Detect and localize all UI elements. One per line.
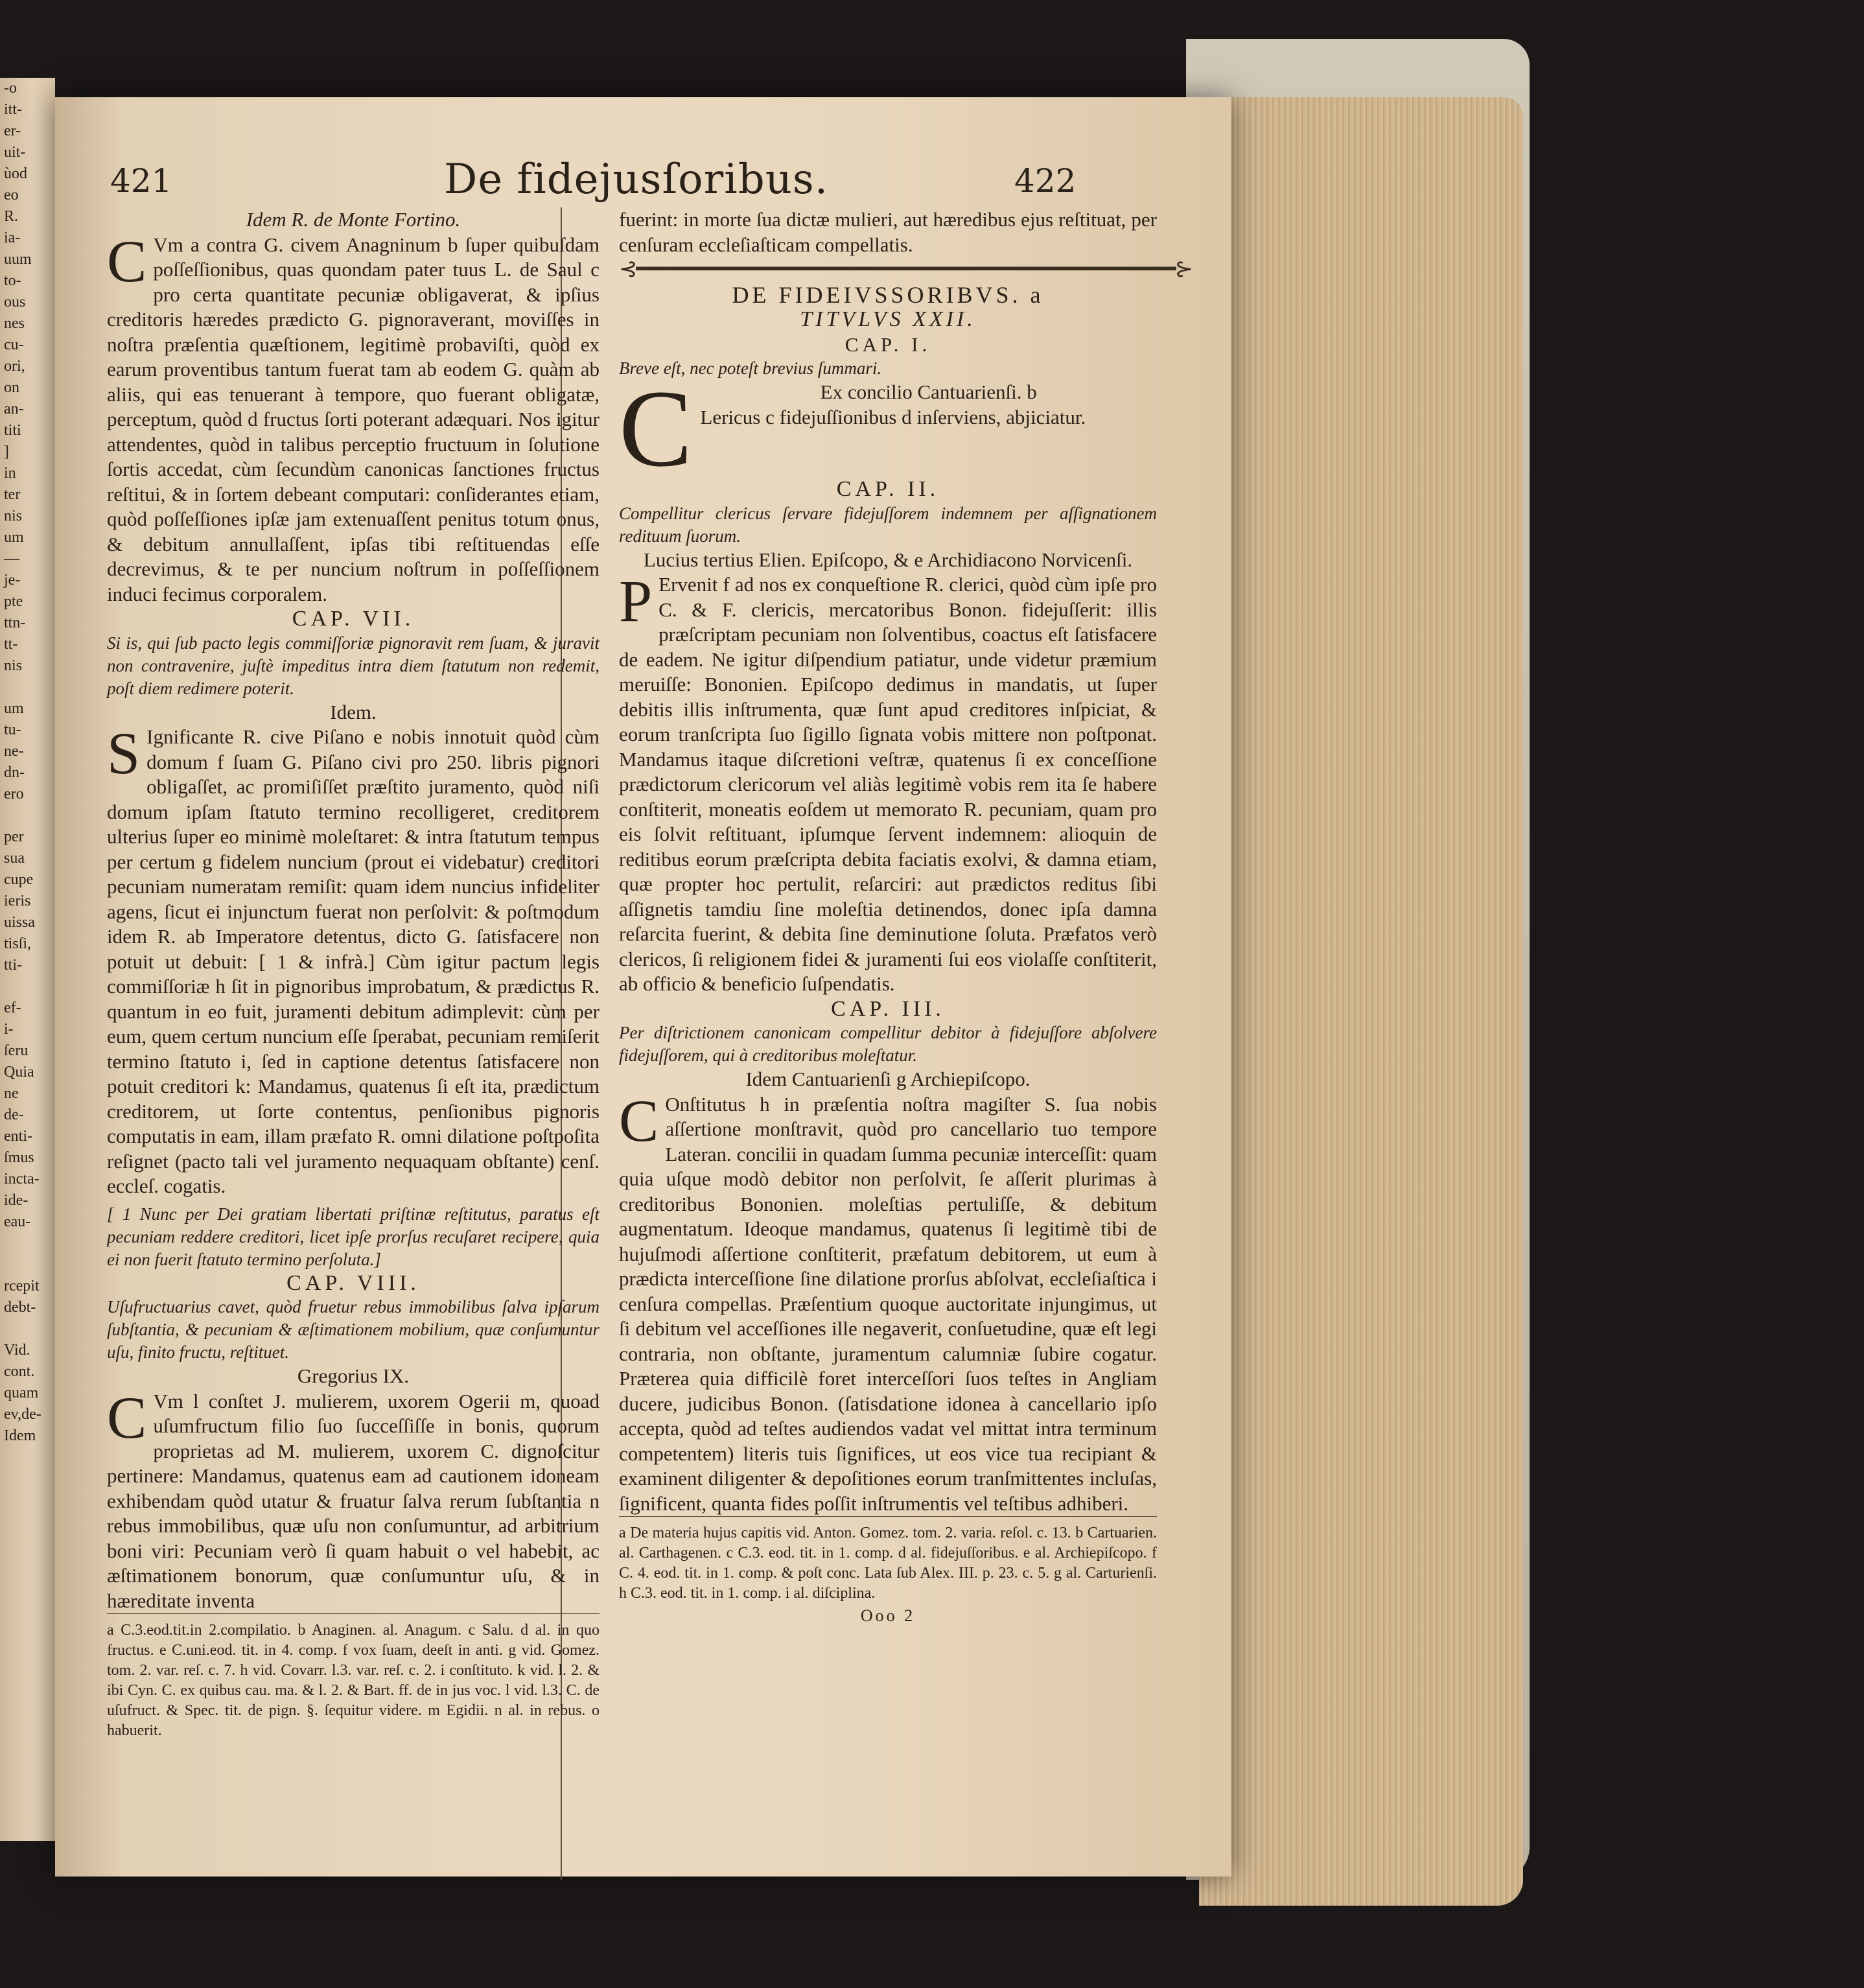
chapter-heading: CAP. II. xyxy=(836,477,940,501)
fragment-line: ſeru xyxy=(4,1042,29,1059)
fragment-line: sua xyxy=(4,850,25,867)
fragment-line: cont. xyxy=(4,1363,35,1380)
fragment-line: ieris xyxy=(4,893,31,909)
fragment-line: per xyxy=(4,828,24,845)
chapter-summary: Uſufructuarius cavet, quòd fruetur rebus immobilibus ſalva ipſarum ſubſtantia, & pecuniam & æſtimationem mobilium, quæ conſumuntur uſu, finito fructu, reſtituet. xyxy=(107,1297,600,1362)
fragment-line: ori, xyxy=(4,358,25,375)
fragment-line: Vid. xyxy=(4,1342,30,1359)
right-column xyxy=(619,207,1193,1629)
fragment-line: ùod xyxy=(4,165,27,182)
fragment-line: ev,de- xyxy=(4,1406,41,1423)
drop-cap: S xyxy=(107,720,141,786)
fragment-line: ne xyxy=(4,1085,19,1102)
fragment-line: nes xyxy=(4,315,25,332)
fragment-line: ef- xyxy=(4,1000,21,1016)
chapter-summary: Breve eſt, nec poteſt brevius ſummari. xyxy=(619,358,882,378)
fragment-line: in xyxy=(4,465,16,482)
fragment-line: tisſi, xyxy=(4,935,32,952)
fragment-line: ttn- xyxy=(4,614,26,631)
rubric: Idem R. de Monte Fortino. xyxy=(246,208,461,231)
chapter-heading: CAP. III. xyxy=(831,996,945,1021)
fragment-line: nis xyxy=(4,657,23,674)
fragment-line xyxy=(0,1254,55,1276)
running-title: De fidejusſoribus. xyxy=(444,156,829,204)
fragment-line: ſmus xyxy=(4,1149,34,1166)
fragment-line: um xyxy=(4,529,24,546)
chapter-heading: CAP. VII. xyxy=(292,607,415,631)
fragment-line: nis xyxy=(4,508,23,524)
rubric: Idem Cantuarienſi g Archiepiſcopo. xyxy=(745,1068,1031,1090)
fragment-line: on xyxy=(4,379,19,396)
fragment-line: uum xyxy=(4,251,32,268)
rubric: Lucius tertius Elien. Epiſcopo, & e Archidiacono Norvicenſi. xyxy=(643,548,1133,571)
fragment-line xyxy=(0,976,55,998)
fragment-line: tu- xyxy=(4,721,21,738)
drop-cap: C xyxy=(107,228,147,294)
rubric: Gregorius IX. xyxy=(297,1364,410,1387)
fragment-line: de- xyxy=(4,1106,24,1123)
fragment-line: i- xyxy=(4,1021,14,1038)
page-fore-edge xyxy=(1199,97,1523,1906)
fragment-line: pte xyxy=(4,593,23,610)
right-page-number: 422 xyxy=(1014,162,1077,200)
fragment-line: -o xyxy=(4,80,17,97)
fragment-line: ter xyxy=(4,486,21,503)
fragment-line xyxy=(0,1318,55,1340)
paragraph: P Ervenit f ad nos ex conqueſtione R. clerici, quòd cùm ipſe pro C. & F. clericis, mercatoribus Bonon. fidejuſſerit: illis præſcriptam pecuniam non ſolventibus, coactus eſt ſatisfacere de eadem. Ne igitur diſpendium patiatur, unde videtur præmium meruiſſe: Bononien. Epiſcopo dedimus in mandatis, ut ſuper debitis illis inſtrumenta, quæ ſunt apud creditores inſpiciat, & eorum tranſcripta ſuo ſigillo ſignata vobis mittere non poſtponat. Mandamus itaque diſcretioni veſtræ, quatenus ſi ex conceſſione prædictorum clericorum vel aliàs legitimè vobis rem ita ſe habere conſtiterit, moneatis eoſdem ut memorato R. pecuniam, quam pro eis ſolvit reſtituant, ipſumque ſervent indemnem: alioquin de reditibus eorum præſcripta debita faciatis exolvi, & damna etiam, quæ propter hoc pertulit, reſarciri: aut prædictos reditus ſibi aſſignetis tamdiu ſine moleſtia detinendos, donec ipſa damna reſarcita fuerint, & debita ſine deminutione ſoluta. Præfatos verò clericos, ſi religionem fidei & juramenti ſui eos violaſſe conſtiterit, ab officio & beneficio ſuſpendatis. xyxy=(619,568,1157,995)
footnotes: a De materia hujus capitis vid. Anton. Gomez. tom. 2. varia. reſol. c. 13. b Cartuarien. al. Carthagenen. c C.3. eod. tit. in 1. comp. d al. fidejuſſoribus. e al. Archiepiſcopo. f C. 4. eod. tit. in 1. comp. & poſt conc. Lata ſub Alex. III. p. 23. c. 5. g al. Carturienſi. h C.3. eod. tit. in 1. comp. i al. diſciplina. xyxy=(619,1516,1157,1604)
paragraph: C Vm a contra G. civem Anagninum b ſuper quibuſdam poſſeſſionibus, quas quondam pater tuus L. de Saul c pro certa quantitate pecuniæ obligaverat, & ipſius creditoris hæredes prædicto G. pignoraverant, moviſſes in noſtra præſentia quæſtionem, legitimè probaviſti, quòd ex earum proventibus tantum fuerat tam ab eodem G. quàm ab aliis, qui eas tenuerant à tempore, quo fuerant obligatæ, perceptum, quòd d fructus ſorti poterant adæquari. Nos igitur attendentes, quòd in talibus perceptio fructuum in ſolutione ſortis accedat, cùm ſecundùm canonicas ſanctiones fructus reſtitui, & in ſortem debeant computari: conſiderantes etiam, quòd poſſeſſiones ipſæ jam extenuaſſent penitus totum onus, & debitum annullaſſent, ipſas tibi reſtituendas eſſe decrevimus, & te per nuncium noſtrum in poſſeſſionem induci fecimus corporalem. xyxy=(107,228,600,605)
drop-cap: C xyxy=(619,1087,659,1154)
fragment-line: to- xyxy=(4,272,21,289)
paragraph: C Ex concilio Cantuarienſi. b Lericus c fidejuſſionibus d inſerviens, abjiciatur. xyxy=(619,380,1157,477)
title-number: TITVLVS XXII. xyxy=(800,307,976,331)
fragment-line: debt- xyxy=(4,1299,36,1316)
fragment-line: ero xyxy=(4,786,24,802)
page-header xyxy=(55,156,1231,214)
drop-cap: P xyxy=(619,568,653,634)
fragment-line xyxy=(0,805,55,826)
fragment-line: tt- xyxy=(4,636,18,653)
signature-mark: Ooo 2 xyxy=(860,1606,916,1625)
fragment-line: — xyxy=(4,550,19,567)
paragraph: C Vm l conſtet J. mulierem, uxorem Ogerii m, quoad uſumfructum filio ſuo ſucceſſiſſe in bonis, quorum proprietas ad M. mulierem, uxorem C. dignoſcitur pertinere: Mandamus, quatenus eam ad cautionem idoneam exhibendam quòd utatur & fruatur ſalva rerum ſubſtantia n rebus immobilibus, quæ uſu non conſumuntur, ad arbitrium boni viri: Pecuniam verò ſi quam habuit o vel habebit, ac æſtimationem bonorum, quæ conſumuntur uſu, & in hæreditate inventa xyxy=(107,1384,600,1612)
fragment-line: uit- xyxy=(4,144,26,161)
fragment-line: ous xyxy=(4,294,26,310)
fragment-line: ] xyxy=(4,443,9,460)
fragment-line: R. xyxy=(4,208,19,225)
left-column xyxy=(107,207,600,1741)
title-heading: DE FIDEIVSSORIBVS. a xyxy=(732,281,1044,308)
chapter-heading: CAP. I. xyxy=(845,333,931,356)
fragment-line: Quia xyxy=(4,1064,34,1081)
chapter-summary: Compellitur clericus ſervare fidejuſſorem indemnem per aſſignationem redituum ſuorum. xyxy=(619,503,1157,546)
left-page-fragment xyxy=(0,78,55,1841)
chapter-summary: Si is, qui ſub pacto legis commiſſoriæ pignoravit rem ſuam, & juravit non contravenire, juſtè impeditus intra diem ſtatutum non redemit, poſt diem redimere poterit. xyxy=(107,633,600,698)
paragraph: C Onſtitutus h in præſentia noſtra magiſter S. ſua nobis aſſertione monſtravit, quòd pro cancellario tuo tempore Lateran. concilii in quadam ſumma pecuniæ interceſſit: quam quia uſque modò debitor non perſolvit, ſe aſſerit plurimas à creditoribus Bononien. moleſtias pertuliſſe, & debitum augmentatum. Ideoque mandamus, quatenus ſi legitimè tibi de hujuſmodi aſſertione conſtiterit, præfatum debitorem, ut eum à prædicta interceſſione ſine dilatione prorſus abſolvat, eccleſiaſtica i cenſura compellas. Præſentium quoque auctoritate injungimus, ut ſi debitum vel acceſſiones ille negaverit, conſuetudine, quæ eſt legi contraria, non obſtante, juramentum calumniæ ſubire cogatur. Præterea quia difficilè foret interceſſori ſuos teſtes in Angliam ducere, judicibus Bonon. (ſatisdatione idonea à cancellario ipſo accepta, quòd ad teſtes audiendos vadat vel mittat intra terminum competentem) literis tuis ſignifices, ut eos vice tua recipiant & examinent diligenter & depoſitiones eorum tranſmittentes incluſas, ſignificent, quanta fides poſſit inſtrumentis vel teſtibus adhiberi. xyxy=(619,1087,1157,1515)
fragment-line xyxy=(0,677,55,698)
fragment-line: ne- xyxy=(4,743,24,760)
fragment-line: cu- xyxy=(4,336,24,353)
fragment-line: uissa xyxy=(4,914,35,931)
fragment-line: incta- xyxy=(4,1171,40,1187)
book-page xyxy=(55,97,1231,1877)
fragment-line xyxy=(0,1233,55,1254)
fragment-line: tti- xyxy=(4,957,22,974)
left-page-number: 421 xyxy=(110,162,172,200)
fragment-line: dn- xyxy=(4,764,25,781)
paragraph: S Ignificante R. cive Piſano e nobis innotuit quòd cùm domum f ſuam G. Piſano civi pro 250. libris pignori obligaſſet, ac promiſiſſet præſtito juramento, quòd niſi domum ipſam ſtatuto termino recolligeret, creditorem ulterius ſuper eo minimè moleſtaret: & intra ſtatutum tempus per certum g fidelem nuncium (prout ei videbatur) creditori pecuniam numeratam remiſit: quam idem nuncius infideliter agens, ſicut ei injunctum fuerat non perſolvit: & poſtmodum idem R. ab Imperatore detentus, dicto G. ſatisfacere non potuit ut debuit: [ 1 & infrà.] Cùm igitur pactum legis commiſſoriæ h ſit in pignoribus improbatum, & prædictus R. quantum in eo fuit, juramenti debitum adimplevit: cùm per eum, quem certum nuncium eſſe ſperabat, pecuniam remiſerit termino ſtatuto i, ſed in captione detentus ſatisfacere non potuit creditori k: Mandamus, quatenus ſi eſt ita, prædictum creditorem, ut ſorte contentus, penſionibus pignoris computatis in eam, illam præfato R. omni dilatione poſtpoſita reſignet (pacto tali vel juramento nequaquam obſtante) cenſ. eccleſ. cogatis. xyxy=(107,720,600,1197)
fragment-line: an- xyxy=(4,401,24,417)
fragment-line: titi xyxy=(4,422,21,439)
drop-cap: C xyxy=(619,380,693,477)
fragment-line: quam xyxy=(4,1385,39,1401)
drop-cap: C xyxy=(107,1384,147,1451)
fragment-line: ide- xyxy=(4,1192,29,1209)
fragment-line: cupe xyxy=(4,871,34,888)
bracket-note: [ 1 Nunc per Dei gratiam libertati priſtinæ reſtitutus, paratus eſt pecuniam reddere creditori, licet ipſe prorſus recuſaret recipere, quia ei non fuerit ſtatuto termino perſoluta.] xyxy=(107,1204,600,1269)
fragment-line: ia- xyxy=(4,229,21,246)
fragment-line: um xyxy=(4,700,24,717)
carry-over-text: fuerint: in morte ſua dictæ mulieri, aut hæredibus ejus reſtituat, per cenſuram eccleſiaſticam compellatis. xyxy=(619,208,1157,256)
rubric: Idem. xyxy=(330,700,377,723)
fragment-line: enti- xyxy=(4,1128,32,1145)
rubric: Ex concilio Cantuarienſi. b xyxy=(820,380,1037,403)
fragment-line: Idem xyxy=(4,1427,36,1444)
fragment-line: itt- xyxy=(4,101,22,118)
chapter-heading: CAP. VIII. xyxy=(286,1270,420,1295)
ornamental-rule: ⊰━━━━━━━━━━━━━━━━━━━━━━━━━━━━━━━━━━━━━━━━━━━━━⊱ xyxy=(619,257,1193,281)
fragment-line: er- xyxy=(4,123,21,139)
fragment-line: je- xyxy=(4,572,21,589)
chapter-summary: Per diſtrictionem canonicam compellitur debitor à fidejuſſore abſolvere fidejuſſorem, qui à creditoribus moleſtatur. xyxy=(619,1023,1157,1065)
fragment-line: eau- xyxy=(4,1213,31,1230)
fragment-line: rcepit xyxy=(4,1278,40,1294)
fragment-line: eo xyxy=(4,187,19,204)
footnotes: a C.3.eod.tit.in 2.compilatio. b Anaginen. al. Anagum. c Salu. d al. in quo fructus. e C.uni.eod. tit. in 4. comp. f vox ſuam, deeſt in anti. g vid. Gomez. tom. 2. var. reſ. c. 7. h vid. Covarr. l.3. var. reſ. c. 2. i conſtituto. k vid. l. 2. & ibi Cyn. C. ex quibus cau. ma. & l. 2. & Bart. ff. de in jus voc. l vid. l.3. C. de uſufruct. & Spec. tit. de pign. §. ſequitur videre. m Egidii. n al. in rebus. o habuerit. xyxy=(107,1613,600,1741)
